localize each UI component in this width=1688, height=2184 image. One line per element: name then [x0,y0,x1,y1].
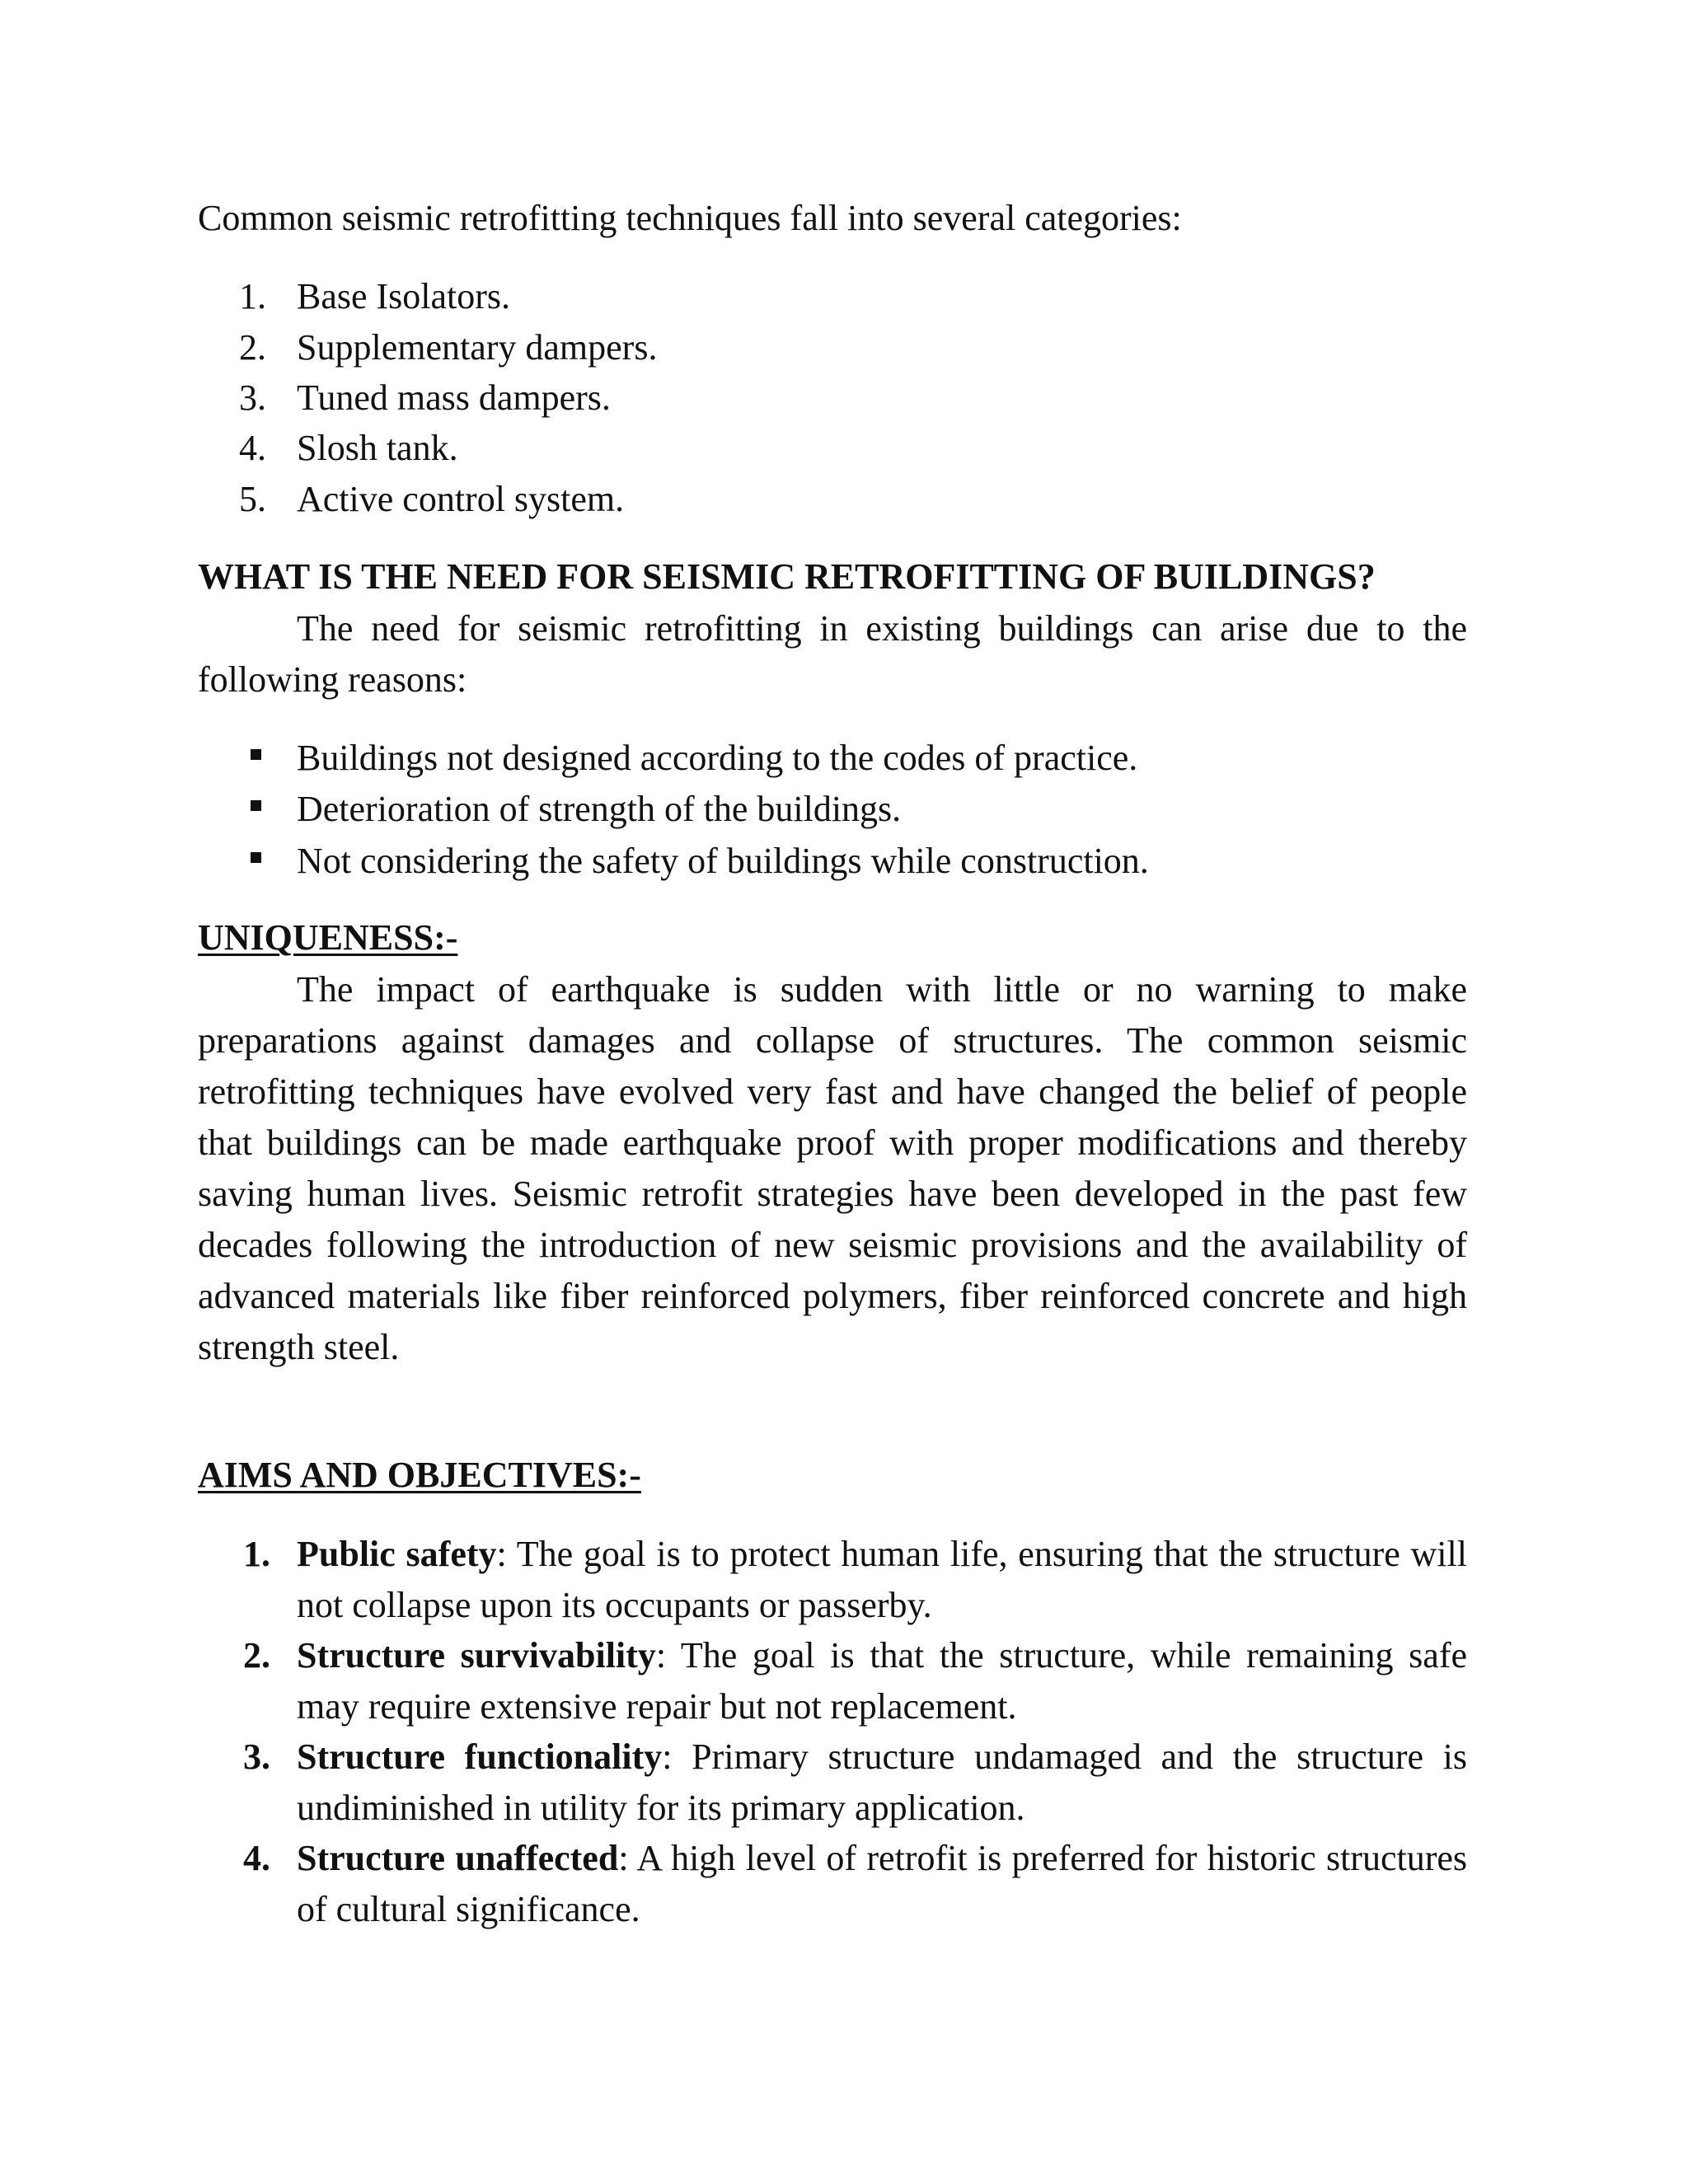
uniqueness-paragraph: The impact of earthquake is sudden with little or no warning to make preparations against damages and collapse of structures. The common seismic retrofitting techniques have evolved very fast and have changed the belief of people that buildings can be made earthquake proof with proper modifications and thereby saving human lives. Seismic retrofit strategies have been developed in the past few decades following the introduction of new seismic provisions and the availability of advanced materials like fiber reinforced polymers, fiber reinforced concrete and high strength steel. [198,969,1467,1367]
list-item: Slosh tank. [297,428,458,468]
list-item: Not considering the safety of buildings while construction. [297,841,1149,881]
aim-term: Structure unaffected [297,1838,619,1878]
aims-heading: AIMS AND OBJECTIVES:- [198,1455,641,1495]
list-item: Tuned mass dampers. [297,377,611,418]
aim-body [297,1630,1467,1732]
aim-term: Public safety [297,1534,497,1574]
aim-term: Structure survivability [297,1635,656,1675]
need-heading: WHAT IS THE NEED FOR SEISMIC RETROFITTING OF BUILDINGS? [198,556,1376,597]
list-item-number: 3. [243,1736,270,1777]
list-item: Base Isolators. [297,276,511,316]
aim-text: : Primary structure undamaged and the structure is undiminished in utility for its primary application. [297,1736,1467,1828]
bullet-icon [251,749,261,760]
list-item-number: 5. [239,479,266,519]
uniqueness-heading: UNIQUENESS:- [198,917,458,958]
intro-text: Common seismic retrofitting techniques fall into several categories: [198,198,1182,238]
list-item-number: 4. [239,428,266,468]
list-item: Supplementary dampers. [297,327,658,368]
list-item-number: 4. [243,1838,270,1878]
list-item: Active control system. [297,479,625,519]
list-item-number: 3. [239,377,266,418]
list-item: Deterioration of strength of the buildings. [297,789,902,829]
list-item-number: 1. [239,276,266,316]
bullet-icon [251,800,261,811]
list-item: Buildings not designed according to the codes of practice. [297,738,1138,778]
list-item-number: 2. [243,1635,270,1675]
aim-body [297,1529,1467,1631]
aim-body [297,1833,1467,1935]
aim-text: : The goal is that the structure, while remaining safe may require extensive repair but not replacement. [297,1635,1468,1727]
need-paragraph: The need for seismic retrofitting in existing buildings can arise due to the following reasons: [198,608,1467,700]
aim-text: : A high level of retrofit is preferred for historic structures of cultural significance. [297,1838,1467,1929]
aim-body [297,1732,1467,1834]
list-item-number: 1. [243,1534,270,1574]
list-item-number: 2. [239,327,266,368]
bullet-icon [251,852,261,863]
aim-text: : The goal is to protect human life, ensuring that the structure will not collapse upon its occupants or passerby. [297,1534,1467,1625]
aim-term: Structure functionality [297,1736,663,1777]
